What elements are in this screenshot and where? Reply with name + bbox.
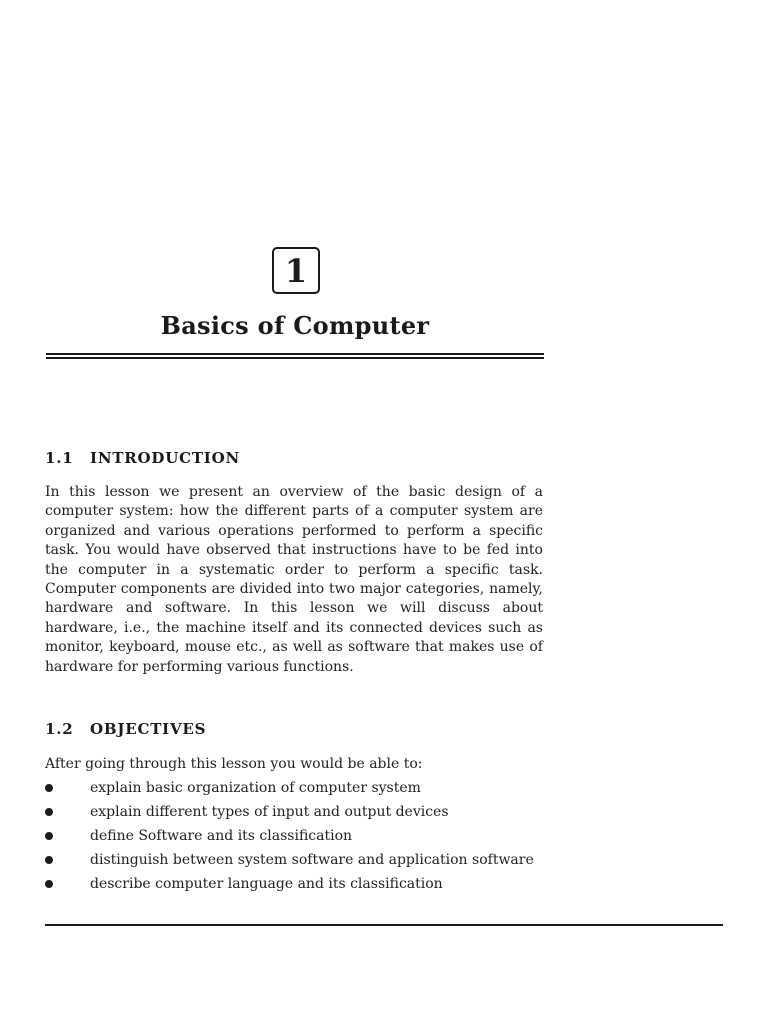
section-title: OBJECTIVES — [90, 720, 207, 738]
chapter-number-box — [272, 247, 320, 294]
bullet-icon — [45, 856, 53, 864]
title-rule-bottom — [46, 357, 544, 359]
introduction-paragraph: In this lesson we present an overview of the basic design of a computer system: how the different parts of a computer system are organized and various operations performed to perform a specific task. You would have observed that instructions have to be fed into the computer in a systematic order to perform a specific task. Computer components are divided into two major categories, namely, hardware and software. In this lesson we will discuss about hardware, i.e., the machine itself and its connected devices such as monitor, keyboard, mouse etc., as well as software that makes use of hardware for performing various functions. — [45, 484, 543, 675]
chapter-number: 1 — [284, 251, 308, 290]
objectives-list — [45, 778, 543, 898]
list-item-text: define Software and its classification — [90, 828, 353, 844]
bullet-icon — [45, 784, 53, 792]
list-item-text: explain different types of input and output devices — [90, 804, 449, 820]
bullet-icon — [45, 832, 53, 840]
section-title: INTRODUCTION — [90, 449, 241, 467]
bottom-rule — [45, 924, 723, 926]
list-item — [45, 874, 543, 894]
chapter-title: Basics of Computer — [160, 311, 430, 340]
objectives-intro: After going through this lesson you would be able to: — [45, 756, 423, 772]
section-number: 1.2 — [45, 720, 74, 738]
bullet-icon — [45, 808, 53, 816]
list-item — [45, 826, 543, 846]
list-item-text: distinguish between system software and application software — [90, 852, 534, 868]
section-heading-objectives — [45, 719, 206, 739]
list-item — [45, 778, 543, 798]
section-number: 1.1 — [45, 449, 74, 467]
title-rule-top — [46, 353, 544, 355]
list-item — [45, 850, 543, 870]
section-heading-introduction — [45, 448, 240, 468]
list-item — [45, 802, 543, 822]
list-item-text: explain basic organization of computer system — [90, 780, 421, 796]
bullet-icon — [45, 880, 53, 888]
list-item-text: describe computer language and its classification — [90, 876, 443, 892]
